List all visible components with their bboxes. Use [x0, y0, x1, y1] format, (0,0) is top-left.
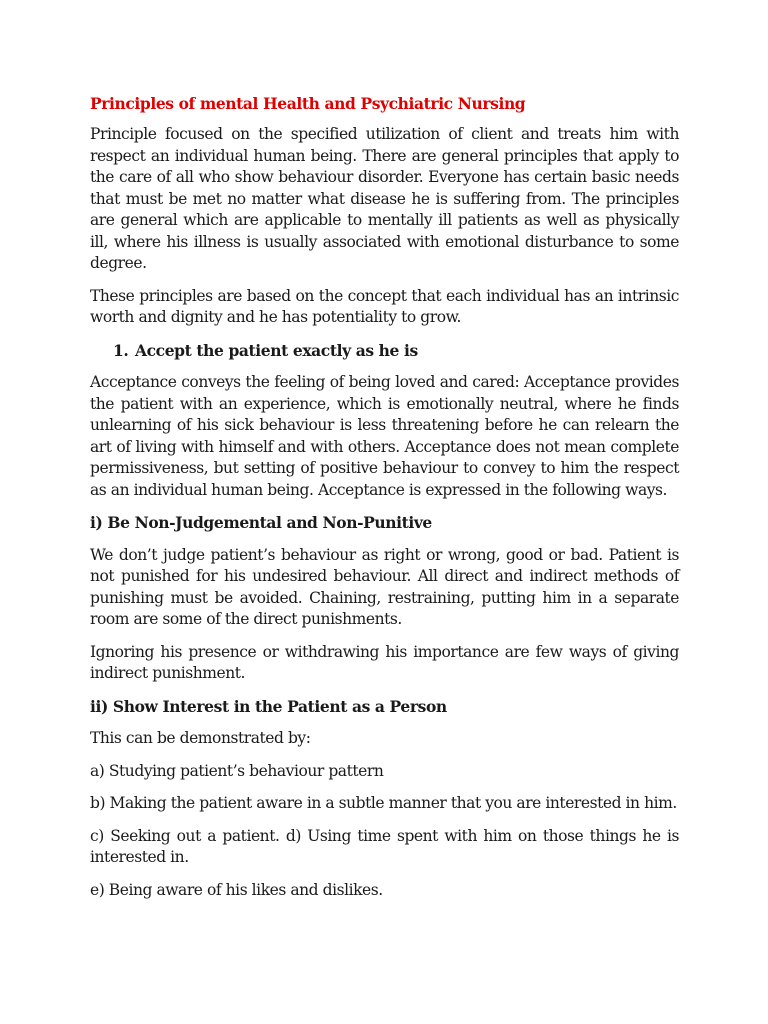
intro-paragraph-2: These principles are based on the concept that each individual has an intrinsic worth and dignity and he has potentiality to grow. [90, 286, 679, 326]
section-1-body: Acceptance conveys the feeling of being loved and cared: Acceptance provides the patient with an experience, which is emotionally neutral, where he finds unlearning of his sick behaviour is less threatening before he can relearn the art of living with himself and with others. Acceptance does not mean complete permissiveness, but setting of positive behaviour to convey to him the respect as an individual human being. Acceptance is expressed in the following ways. [90, 373, 679, 499]
list-item: c) Seeking out a patient. d) Using time spent with him on those things he is interested in. [90, 826, 679, 866]
section-1-number: 1. [113, 340, 129, 360]
list-item: b) Making the patient aware in a subtle manner that you are interested in him. [90, 794, 677, 812]
list-item: e) Being aware of his likes and dislikes. [90, 880, 383, 899]
intro-paragraph-1: Principle focused on the specified utilization of client and treats him with respect an individual human being. There are general principles that apply to the care of all who show behaviour disorder. Everyone has certain basic needs that must be met no matter what disease he is suffering from. The principles are general which are applicable to mentally ill patients as well as physically ill, where his illness is usually associated with emotional disturbance to some degree. [90, 125, 679, 272]
list-item: a) Studying patient’s behaviour pattern [90, 761, 384, 780]
subsection-ii-heading: ii) Show Interest in the Patient as a Person [90, 696, 447, 716]
document-title: Principles of mental Health and Psychiatric Nursing [90, 94, 526, 113]
subsection-ii-lead: This can be demonstrated by: [90, 729, 311, 747]
subsection-i-body-1: We don’t judge patient’s behaviour as right or wrong, good or bad. Patient is not punished for his undesired behaviour. All direct and indirect methods of punishing must be avoided. Chaining, restraining, putting him in a separate room are some of the direct punishments. [90, 545, 679, 628]
section-1-heading-text: Accept the patient exactly as he is [135, 340, 418, 360]
section-1-heading [90, 340, 679, 362]
subsection-i-heading: i) Be Non-Judgemental and Non-Punitive [90, 513, 432, 532]
subsection-i-body-2: Ignoring his presence or withdrawing his importance are few ways of giving indirect punishment. [90, 642, 679, 682]
